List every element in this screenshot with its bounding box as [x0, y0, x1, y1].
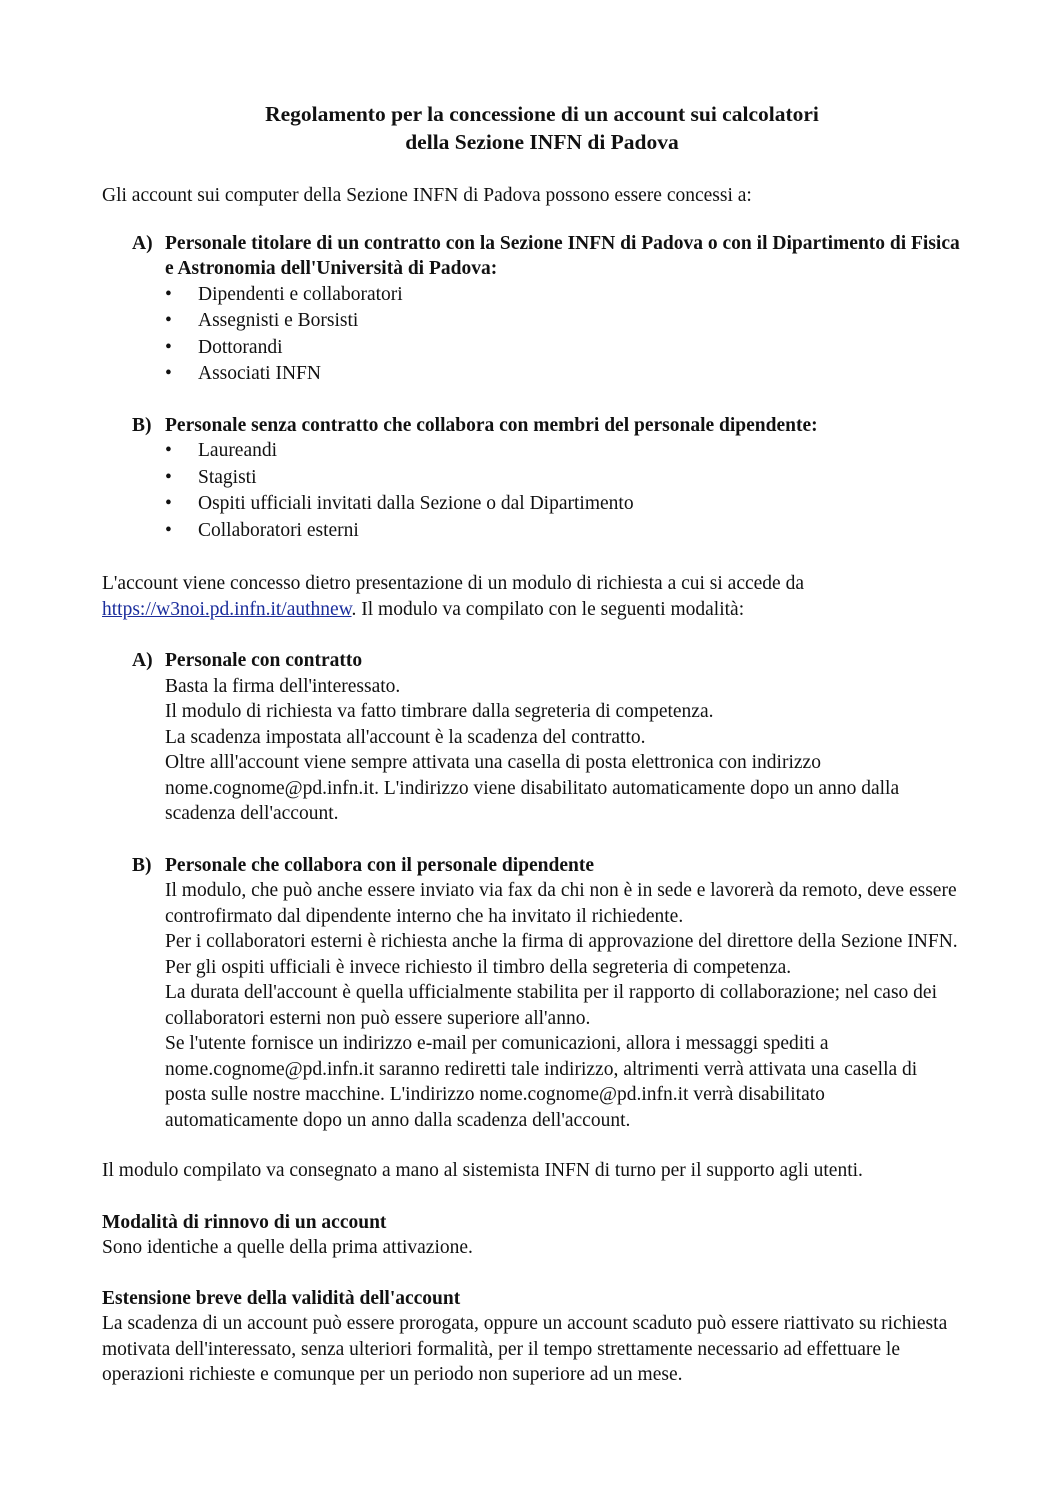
- section-heading: Personale titolare di un contratto con la Sezione INFN di Padova o con il Dipartimento di Fisica e Astronomia dell'Università di Padova:: [165, 232, 960, 279]
- modality-section-b: [102, 853, 962, 1134]
- paragraph-line: Oltre alll'account viene sempre attivata una casella di posta elettronica con indirizzo nome.cognome@pd.infn.it. L'indirizzo viene disabilitato automaticamente dopo un anno dalla scadenza dell'account.: [165, 752, 900, 824]
- section-marker: B): [132, 854, 152, 876]
- section-marker: B): [132, 414, 152, 436]
- request-text-before: L'account viene concesso dietro presentazione di un modulo di richiesta a cui si accede da: [102, 573, 804, 594]
- modality-section-a: [102, 648, 962, 827]
- title-line-2: della Sezione INFN di Padova: [405, 130, 679, 154]
- extension-text: La scadenza di un account può essere prorogata, oppure un account scaduto può essere riattivato su richiesta motivata dell'interessato, senza ulteriori formalità, per il tempo strettamente necessario ad effettuare le operazioni richieste e comunque per un periodo non superiore ad un mese.: [102, 1313, 948, 1385]
- list-item: • Associati INFN: [165, 361, 962, 388]
- list-item: • Dipendenti e collaboratori: [165, 282, 962, 309]
- paragraph-line: Il modulo, che può anche essere inviato via fax da chi non è in sede e lavorerà da remoto, deve essere controfirmato dal dipendente interno che ha invitato il richiedente.: [165, 880, 957, 927]
- paragraph-line: Il modulo di richiesta va fatto timbrare dalla segreteria di competenza.: [165, 701, 714, 722]
- section-marker: A): [132, 650, 153, 671]
- request-text-after: . Il modulo va compilato con le seguenti modalità:: [351, 598, 745, 620]
- list-item: • Collaboratori esterni: [165, 518, 962, 545]
- section-heading: Personale che collabora con il personale dipendente: [165, 854, 594, 876]
- title-line-1: Regolamento per la concessione di un account sui calcolatori: [265, 102, 819, 126]
- paragraph-line: La scadenza impostata all'account è la scadenza del contratto.: [165, 726, 646, 748]
- list-item: • Dottorandi: [165, 335, 962, 362]
- section-heading: Personale senza contratto che collabora con membri del personale dipendente:: [165, 414, 818, 436]
- section-marker: A): [132, 232, 153, 254]
- section-heading: Personale con contratto: [165, 650, 363, 671]
- bullet-list: [165, 282, 962, 388]
- document-title: [102, 100, 962, 156]
- list-item: • Laureandi: [165, 438, 962, 465]
- delivery-paragraph: Il modulo compilato va consegnato a mano al sistemista INFN di turno per il supporto agli utenti.: [102, 1160, 863, 1181]
- document-page: [102, 100, 962, 1388]
- authnew-link[interactable]: https://w3noi.pd.infn.it/authnew: [102, 598, 352, 620]
- extension-heading: Estensione breve della validità dell'account: [102, 1287, 461, 1309]
- request-paragraph: [102, 571, 962, 622]
- paragraph-line: Basta la firma dell'interessato.: [165, 675, 401, 697]
- paragraph-line: Se l'utente fornisce un indirizzo e-mail per comunicazioni, allora i messaggi spediti a nome.cognome@pd.infn.it saranno rediretti tale indirizzo, altrimenti verrà attivata una casella di posta sulle nostre macchine. L'indirizzo nome.cognome@pd.infn.it verrà disabilitato automaticamente dopo un anno dalla scadenza dell'account.: [165, 1033, 918, 1131]
- bullet-list: [165, 438, 962, 544]
- eligibility-section-a: [102, 231, 962, 388]
- list-item: • Ospiti ufficiali invitati dalla Sezione o dal Dipartimento: [165, 491, 962, 518]
- renewal-heading: Modalità di rinnovo di un account: [102, 1211, 387, 1233]
- renewal-section: [102, 1210, 962, 1261]
- paragraph-line: Per i collaboratori esterni è richiesta anche la firma di approvazione del direttore della Sezione INFN. Per gli ospiti ufficiali è invece richiesto il timbro della segreteria di competenza.: [165, 931, 958, 978]
- eligibility-section-b: [102, 413, 962, 545]
- list-item: • Assegnisti e Borsisti: [165, 308, 962, 335]
- intro-paragraph: Gli account sui computer della Sezione INFN di Padova possono essere concessi a:: [102, 185, 752, 206]
- renewal-text: Sono identiche a quelle della prima attivazione.: [102, 1237, 473, 1258]
- paragraph-line: La durata dell'account è quella ufficialmente stabilita per il rapporto di collaborazione; nel caso dei collaboratori esterni non può essere superiore all'anno.: [165, 982, 938, 1029]
- extension-section: [102, 1286, 962, 1388]
- list-item: • Stagisti: [165, 465, 962, 492]
